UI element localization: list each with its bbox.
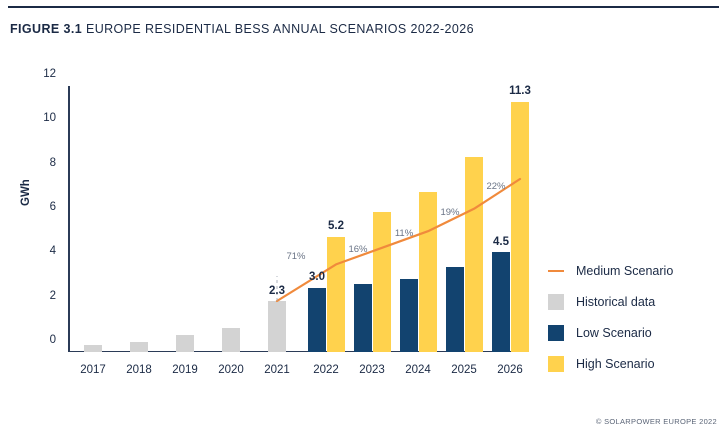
bar-high-2026 [511,102,529,353]
x-tick-label-2025: 2025 [451,364,477,376]
legend-label: Low Scenario [576,325,652,340]
x-tick-label-2019: 2019 [172,364,198,376]
growth-label-2025: 19% [440,207,460,218]
x-tick-label-2022: 2022 [313,364,339,376]
y-tick-label: 6 [49,201,56,213]
bar-low-2023 [354,284,372,352]
bar-historical-2020 [222,328,240,352]
bar-historical-2018 [130,342,148,352]
y-axis-line [68,86,70,352]
legend-swatch-icon [548,325,564,341]
value-label-2022-high: 5.2 [328,220,344,232]
x-tick-label-2026: 2026 [497,364,523,376]
bar-low-2026 [492,252,510,352]
legend-item-historical-data [548,286,723,317]
y-tick-label: 2 [49,289,56,302]
x-tick-label-2018: 2018 [126,364,152,376]
value-label-2026-high: 11.3 [509,85,531,97]
bar-historical-2017 [84,345,102,352]
bar-historical-2019 [176,335,194,352]
y-tick-label: 0 [49,334,56,346]
figure-title-text: EUROPE RESIDENTIAL BESS ANNUAL SCENARIOS 2022-2026 [85,22,474,36]
chart-canvas [0,58,560,388]
y-tick-label: 10 [43,112,56,125]
figure-title [10,22,474,36]
value-label-2021-historical: 2.3 [269,285,285,297]
growth-label-2024: 11% [394,228,414,239]
legend-item-medium-scenario [548,255,723,286]
bar-high-2024 [419,192,437,352]
x-tick-label-2023: 2023 [359,364,385,376]
y-axis-title: GWh [20,179,32,206]
bar-low-2022 [308,288,326,352]
plot-area [20,68,531,376]
x-tick-label-2024: 2024 [405,364,431,376]
growth-label-2022: 71% [286,251,306,262]
figure-number: FIGURE 3.1 [10,22,83,36]
legend-swatch-icon [548,356,564,372]
chart-legend [548,255,723,379]
growth-label-2023: 16% [348,244,368,255]
legend-line-icon [548,270,564,272]
legend-label: High Scenario [576,356,655,371]
bar-high-2025 [465,157,483,352]
y-tick-label: 4 [49,245,56,258]
legend-item-low-scenario [548,317,723,348]
bar-low-2025 [446,267,464,352]
legend-label: Historical data [576,294,656,309]
x-tick-label-2017: 2017 [80,364,106,376]
y-tick-label: 8 [49,156,56,169]
growth-label-2026: 22% [486,181,506,192]
x-tick-label-2021: 2021 [264,364,290,376]
value-label-2026-low: 4.5 [493,236,509,248]
legend-swatch-icon [548,294,564,310]
bar-historical-2021 [268,301,286,352]
bar-high-2022 [327,237,345,352]
header-rule [8,6,719,8]
legend-item-high-scenario [548,348,723,379]
copyright-footer: © SOLARPOWER EUROPE 2022 [595,417,717,426]
legend-label: Medium Scenario [576,263,674,278]
y-tick-label: 12 [43,68,56,80]
x-tick-label-2020: 2020 [218,364,244,376]
bar-high-2023 [373,212,391,352]
value-label-2022-low: 3.0 [309,271,325,283]
bar-low-2024 [400,279,418,352]
